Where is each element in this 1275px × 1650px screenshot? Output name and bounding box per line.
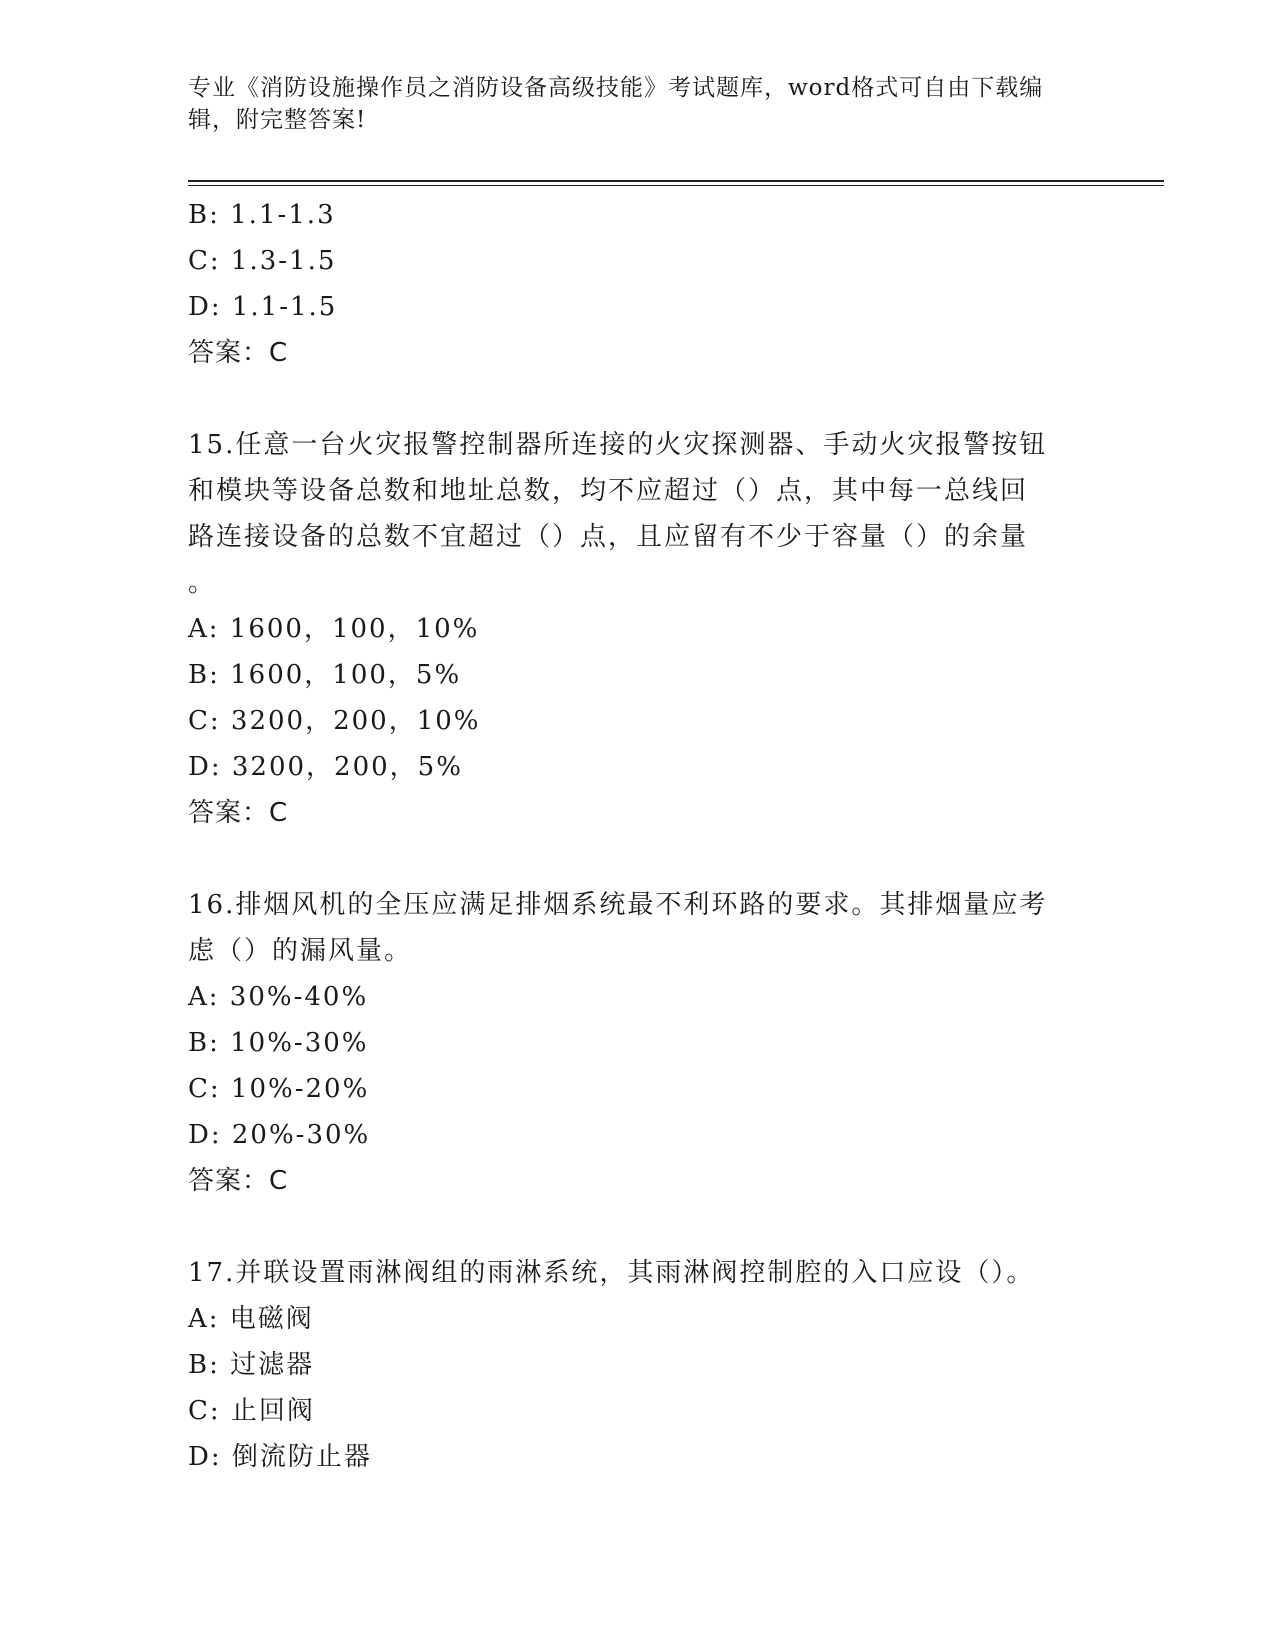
question-text-line: 17.并联设置雨淋阀组的雨淋系统，其雨淋阀控制腔的入口应设（）。 bbox=[188, 1258, 1035, 1288]
option-a: A: 1600，100，10% bbox=[188, 614, 480, 644]
prev-question bbox=[188, 192, 1088, 376]
answer-line: 答案：C bbox=[188, 798, 289, 828]
option-d: D: 20%-30% bbox=[188, 1120, 371, 1150]
option-d: D: 1.1-1.5 bbox=[188, 292, 338, 322]
option-d: D: 3200，200，5% bbox=[188, 752, 463, 782]
header-rule-thick bbox=[188, 180, 1164, 182]
document-header bbox=[188, 72, 1088, 136]
question-list bbox=[188, 192, 1088, 1480]
option-b: B: 过滤器 bbox=[188, 1350, 315, 1380]
option-c: C: 3200，200，10% bbox=[188, 706, 481, 736]
option-b: B: 10%-30% bbox=[188, 1028, 369, 1058]
question-text-line: 和模块等设备总数和地址总数，均不应超过（）点，其中每一总线回 bbox=[188, 476, 1029, 506]
answer-line: 答案：C bbox=[188, 1166, 289, 1196]
header-line-2: 辑，附完整答案! bbox=[188, 107, 367, 133]
question-text-line: 16.排烟风机的全压应满足排烟系统最不利环路的要求。其排烟量应考 bbox=[188, 890, 1048, 920]
option-b: B: 1600，100，5% bbox=[188, 660, 462, 690]
header-rule-thin bbox=[188, 185, 1164, 186]
option-a: A: 30%-40% bbox=[188, 982, 369, 1012]
option-d: D: 倒流防止器 bbox=[188, 1442, 372, 1472]
spacer bbox=[188, 376, 1088, 422]
question-text-line: 。 bbox=[188, 568, 217, 598]
option-c: C: 10%-20% bbox=[188, 1074, 370, 1104]
question-text-line: 15.任意一台火灾报警控制器所连接的火灾探测器、手动火灾报警按钮 bbox=[188, 430, 1048, 460]
answer-line: 答案：C bbox=[188, 338, 289, 368]
header-line-1: 专业《消防设施操作员之消防设备高级技能》考试题库，word格式可自由下载编 bbox=[188, 75, 1044, 101]
spacer bbox=[188, 1204, 1088, 1250]
question-text-line: 路连接设备的总数不宜超过（）点，且应留有不少于容量（）的余量 bbox=[188, 522, 1029, 552]
option-c: C: 止回阀 bbox=[188, 1396, 315, 1426]
question-text-line: 虑（）的漏风量。 bbox=[188, 936, 413, 966]
spacer bbox=[188, 836, 1088, 882]
question-15 bbox=[188, 422, 1088, 836]
option-c: C: 1.3-1.5 bbox=[188, 246, 337, 276]
option-b: B: 1.1-1.3 bbox=[188, 200, 336, 230]
question-17 bbox=[188, 1250, 1088, 1480]
question-16 bbox=[188, 882, 1088, 1204]
option-a: A: 电磁阀 bbox=[188, 1304, 314, 1334]
